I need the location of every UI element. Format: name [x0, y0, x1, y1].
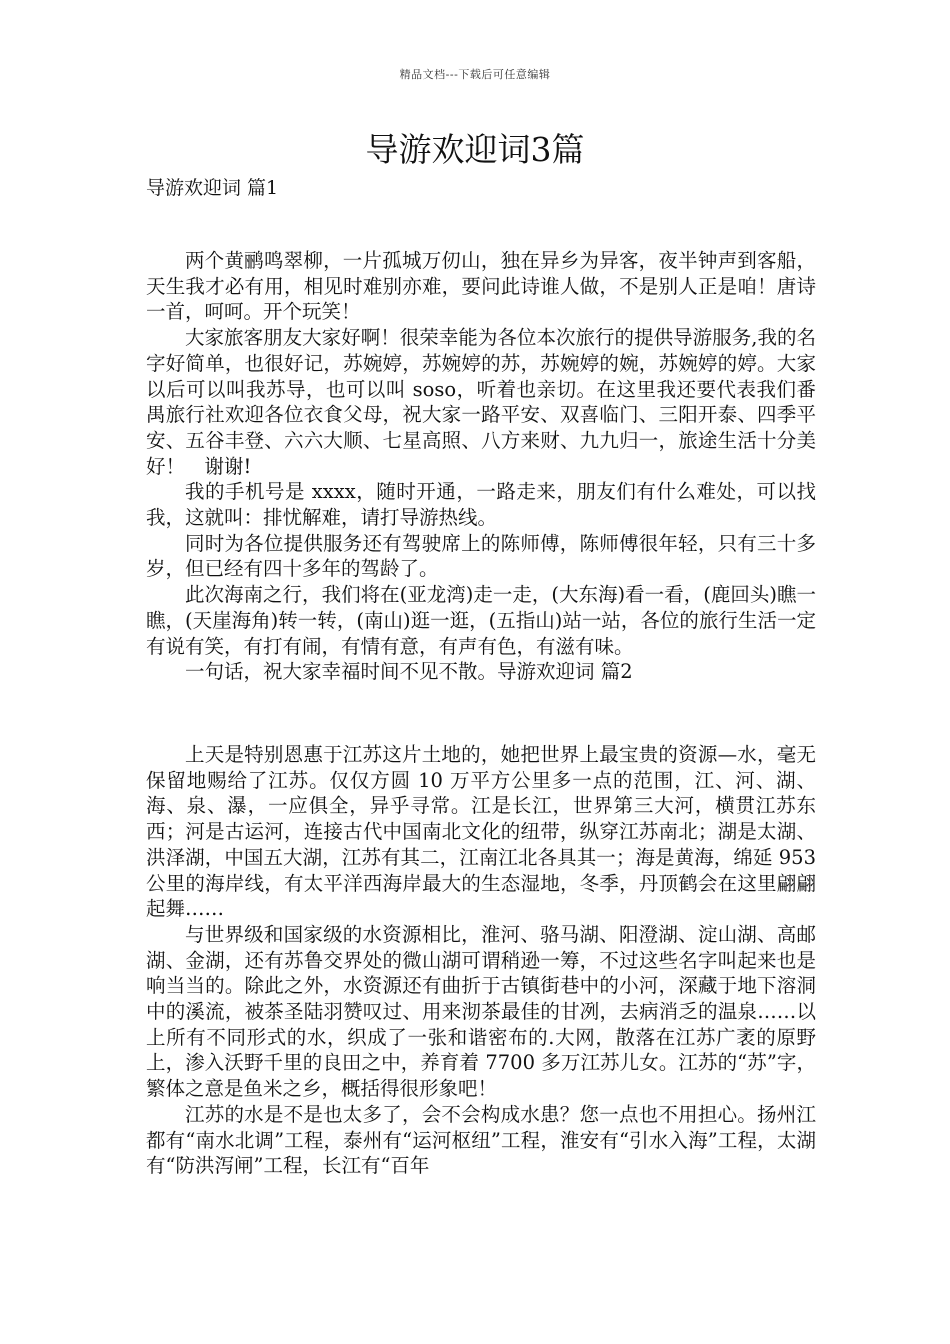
paragraph: 大家旅客朋友大家好啊！很荣幸能为各位本次旅行的提供导游服务,我的名字好简单，也很好记，苏婉婷，苏婉婷的苏，苏婉婷的婉，苏婉婷的婷。大家以后可以叫我苏导，也可以叫 soso，听着也亲切。在这里我还要代表我们番禺旅行社欢迎各位衣食父母，祝大家一路平安、双喜临门、三阳开泰、四季平安、五谷丰登、六六大顺、七星高照、八方来财、九九归一，旅途生活十分美好！ 谢谢!	[146, 326, 816, 478]
paragraph: 一句话，祝大家幸福时间不见不散。导游欢迎词 篇2	[185, 660, 633, 684]
section-heading-1: 导游欢迎词 篇1	[146, 177, 279, 199]
paragraph: 两个黄鹂鸣翠柳，一片孤城万仞山，独在异乡为异客，夜半钟声到客船，天生我才必有用，相见时难别亦难，要问此诗谁人做，不是别人正是咱！唐诗一首，呵呵。开个玩笑！	[146, 249, 816, 324]
paragraph: 此次海南之行，我们将在(亚龙湾)走一走，(大东海)看一看，(鹿回头)瞧一瞧，(天崖海角)转一转，(南山)逛一逛，(五指山)站一站，各位的旅行生活一定有说有笑，有打有闹，有情有意，有声有色，有滋有味。	[146, 583, 816, 658]
section-1-body	[146, 248, 816, 685]
header-note: 精品文档---下载后可任意编辑	[399, 68, 551, 81]
paragraph: 我的手机号是 xxxx，随时开通，一路走来，朋友们有什么难处，可以找我，这就叫：排忧解难，请打导游热线。	[146, 480, 816, 530]
paragraph: 同时为各位提供服务还有驾驶席上的陈师傅，陈师傅很年轻，只有三十多岁，但已经有四十多年的驾龄了。	[146, 531, 816, 581]
paragraph: 与世界级和国家级的水资源相比，淮河、骆马湖、阳澄湖、淀山湖、高邮湖、金湖，还有苏鲁交界处的微山湖可谓稍逊一筹，不过这些名字叫起来也是响当当的。除此之外，水资源还有曲折于古镇街巷中的小河，深藏于地下溶洞中的溪流，被茶圣陆羽赞叹过、用来沏茶最佳的甘冽，去病消乏的温泉……以上所有不同形式的水，织成了一张和谐密布的.大网，散落在江苏广袤的原野上，渗入沃野千里的良田之中，养育着 7700 多万江苏儿女。江苏的“苏”字，繁体之意是鱼米之乡，概括得很形象吧！	[146, 922, 816, 1101]
document-title: 导游欢迎词3篇	[365, 130, 585, 169]
paragraph: 江苏的水是不是也太多了，会不会构成水患？您一点也不用担心。扬州江都有“南水北调”工程，泰州有“运河枢纽”工程，淮安有“引水入海”工程，太湖有“防洪泻闸”工程，长江有“百年	[146, 1102, 816, 1178]
section-2-body	[146, 742, 816, 1179]
paragraph: 上天是特别恩惠于江苏这片土地的，她把世界上最宝贵的资源—水，毫无保留地赐给了江苏。仅仅方圆 10 万平方公里多一点的范围，江、河、湖、海、泉、瀑，一应俱全，异乎寻常。江是长江，世界第三大河，横贯江苏东西；河是古运河，连接古代中国南北文化的纽带，纵穿江苏南北；湖是太湖、洪泽湖，中国五大湖，江苏有其二，江南江北各具其一；海是黄海，绵延 953 公里的海岸线，有太平洋西海岸最大的生态湿地，冬季，丹顶鹤会在这里翩翩起舞……	[146, 743, 816, 921]
